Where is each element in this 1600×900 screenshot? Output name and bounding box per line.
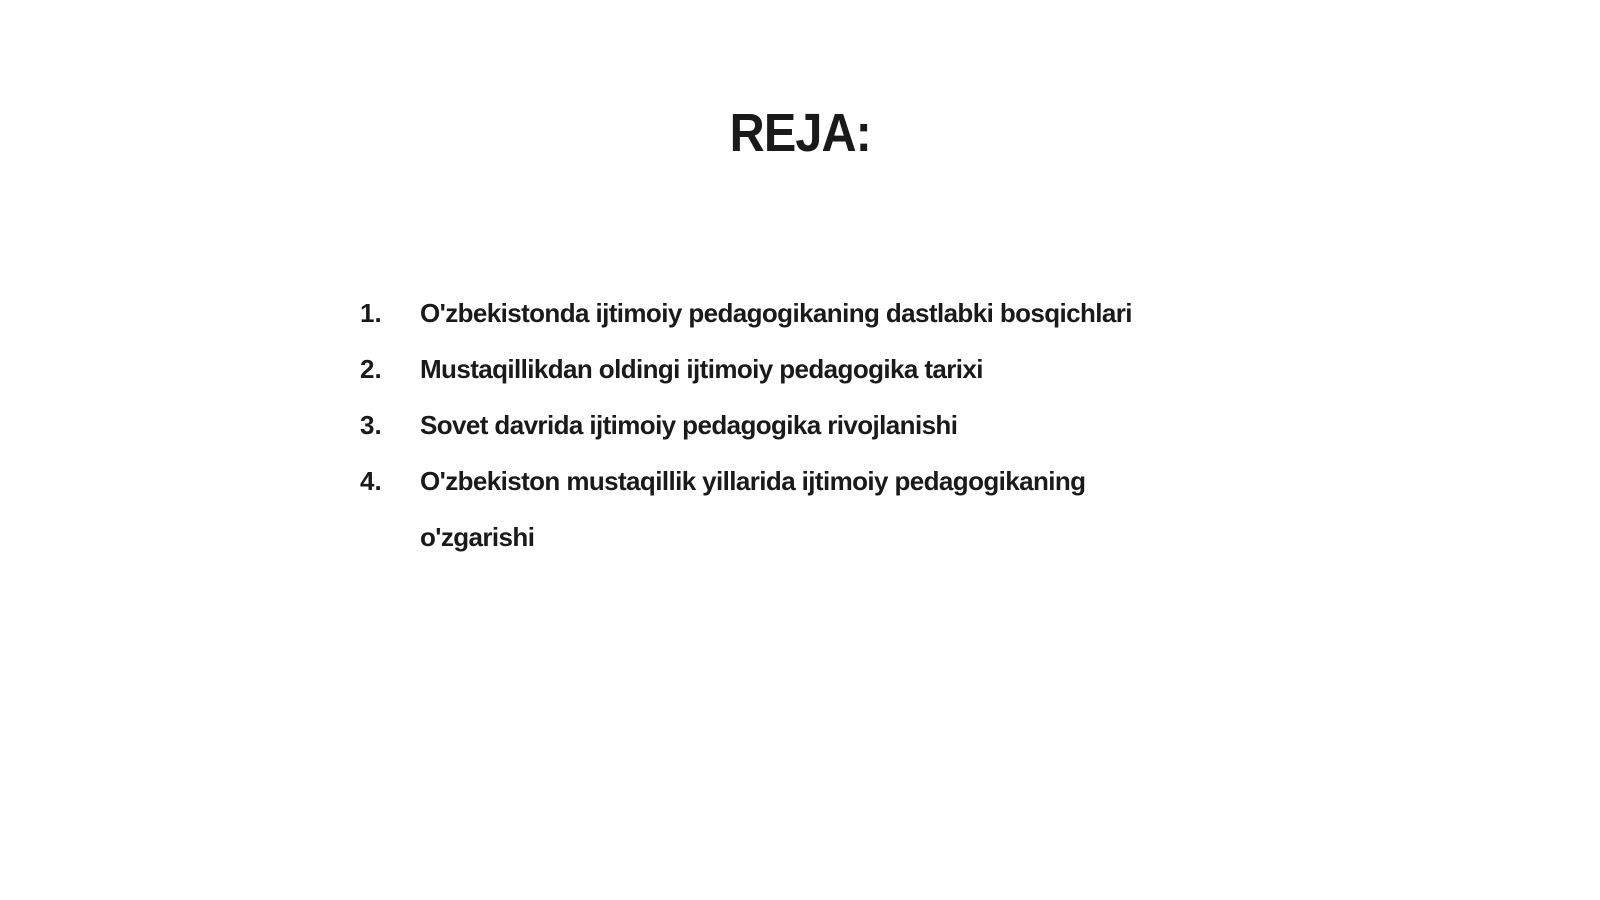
plan-item-3 <box>360 397 1260 453</box>
plan-item-text: Sovet davrida ijtimoiy pedagogika rivojlanishi <box>420 410 958 440</box>
plan-item-2 <box>360 341 1260 397</box>
plan-item-4 <box>360 453 1260 565</box>
plan-item-number: 2. <box>360 354 382 384</box>
plan-item-text: Mustaqillikdan oldingi ijtimoiy pedagogika tarixi <box>420 354 983 384</box>
plan-list <box>360 285 1260 565</box>
plan-item-number: 4. <box>360 466 382 496</box>
plan-item-text: O'zbekistonda ijtimoiy pedagogikaning dastlabki bosqichlari <box>420 298 1132 328</box>
slide-title: REJA: <box>729 103 871 163</box>
plan-item-number: 3. <box>360 410 382 440</box>
plan-item-number: 1. <box>360 298 382 328</box>
plan-item-text: O'zbekiston mustaqillik yillarida ijtimoiy pedagogikaning o'zgarishi <box>420 466 1086 552</box>
plan-item-1 <box>360 285 1260 341</box>
